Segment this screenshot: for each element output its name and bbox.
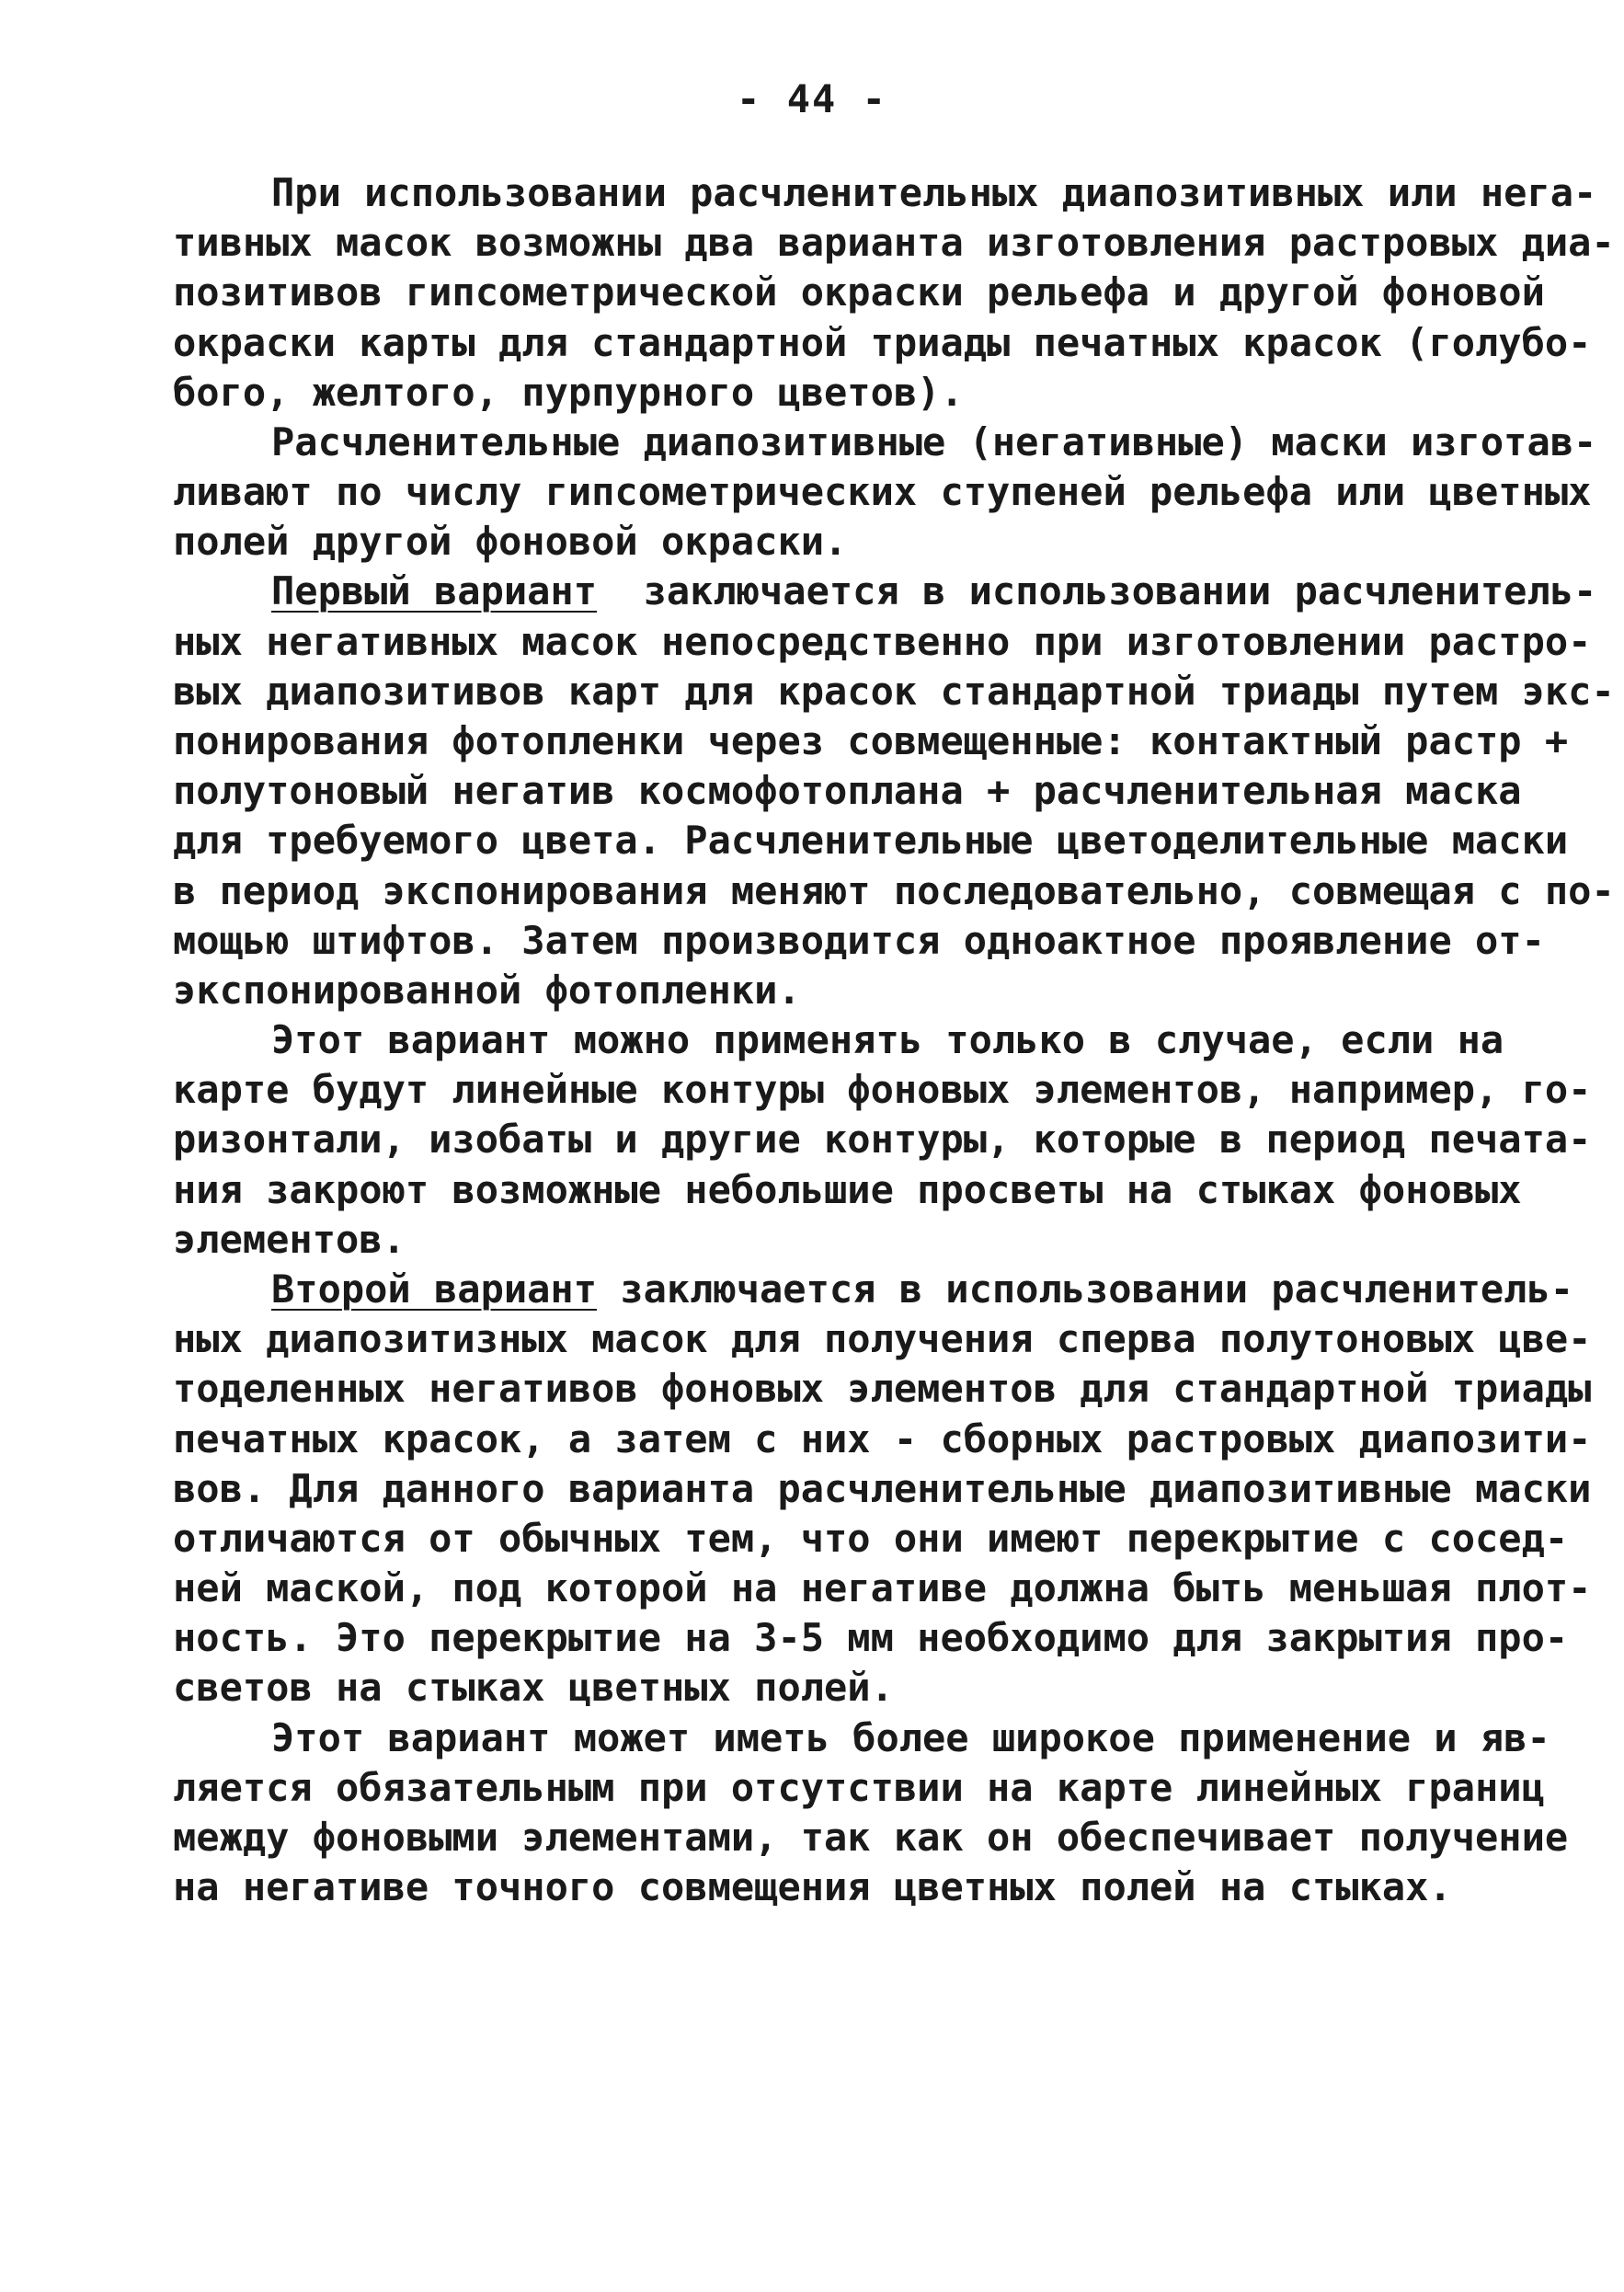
text-line: полутоновый негатив космофотоплана + расчленительная маска bbox=[173, 768, 1522, 813]
text-line: в период экспонирования меняют последовательно, совмещая с по- bbox=[173, 868, 1615, 913]
text-fragment: заключается в использовании расчленитель- bbox=[597, 568, 1597, 613]
text-line: ния закроют возможные небольшие просветы на стыках фоновых bbox=[173, 1167, 1522, 1212]
text-line: карте будут линейные контуры фоновых элементов, например, го- bbox=[173, 1067, 1592, 1112]
text-line bbox=[271, 1264, 1573, 1315]
text-line: Расчленительные диапозитивные (негативные) маски изготав- bbox=[271, 419, 1597, 464]
text-line: тивных масок возможны два варианта изготовления растровых диа- bbox=[173, 220, 1615, 265]
text-line: ность. Это перекрытие на 3-5 мм необходимо для закрытия про- bbox=[173, 1615, 1569, 1660]
text-line: Этот вариант может иметь более широкое применение и яв- bbox=[271, 1715, 1550, 1760]
text-line: ляется обязательным при отсутствии на карте линейных границ bbox=[173, 1765, 1545, 1810]
text-line: тоделенных негативов фоновых элементов для стандартной триады bbox=[173, 1366, 1592, 1411]
text-line: элементов. bbox=[173, 1217, 406, 1262]
text-line: ных диапозитизных масок для получения сперва полутоновых цве- bbox=[173, 1316, 1592, 1361]
page-number: - 44 - bbox=[737, 76, 887, 121]
text-line: печатных красок, а затем с них - сборных растровых диапозити- bbox=[173, 1416, 1592, 1461]
text-line: ливают по числу гипсометрических ступеней рельефа или цветных bbox=[173, 469, 1592, 514]
text-line bbox=[271, 566, 1596, 617]
text-line: бого, желтого, пурпурного цветов). bbox=[173, 370, 964, 415]
section-heading-variant-2: Второй вариант bbox=[271, 1266, 598, 1312]
text-line: полей другой фоновой окраски. bbox=[173, 519, 848, 564]
text-line: на негативе точного совмещения цветных полей на стыках. bbox=[173, 1864, 1452, 1909]
text-line: При использовании расчленительных диапозитивных или нега- bbox=[271, 170, 1597, 215]
text-line: понирования фотопленки через совмещенные: контактный растр + bbox=[173, 718, 1569, 763]
text-fragment: заключается в использовании расчленитель- bbox=[597, 1266, 1574, 1312]
text-line: для требуемого цвета. Расчленительные цветоделительные маски bbox=[173, 818, 1569, 863]
text-line: ных негативных масок непосредственно при изготовлении растро- bbox=[173, 619, 1592, 664]
text-line: ризонтали, изобаты и другие контуры, которые в период печата- bbox=[173, 1117, 1592, 1162]
text-line: ней маской, под которой на негативе должна быть меньшая плот- bbox=[173, 1565, 1592, 1610]
text-line: Этот вариант можно применять только в случае, если на bbox=[271, 1017, 1504, 1062]
text-line: светов на стыках цветных полей. bbox=[173, 1665, 894, 1710]
text-line: позитивов гипсометрической окраски рельефа и другой фоновой bbox=[173, 269, 1545, 315]
text-line: отличаются от обычных тем, что они имеют перекрытие с сосед- bbox=[173, 1516, 1569, 1561]
text-line: между фоновыми элементами, так как он обеспечивает получение bbox=[173, 1815, 1569, 1860]
text-line: экспонированной фотопленки. bbox=[173, 968, 801, 1013]
section-heading-variant-1: Первый вариант bbox=[271, 568, 598, 613]
text-line: вых диапозитивов карт для красок стандартной триады путем экс- bbox=[173, 669, 1615, 714]
text-line: мощью штифтов. Затем производится одноактное проявление от- bbox=[173, 918, 1545, 963]
text-line: вов. Для данного варианта расчленительные диапозитивные маски bbox=[173, 1466, 1592, 1511]
text-line: окраски карты для стандартной триады печатных красок (голубо- bbox=[173, 320, 1592, 365]
